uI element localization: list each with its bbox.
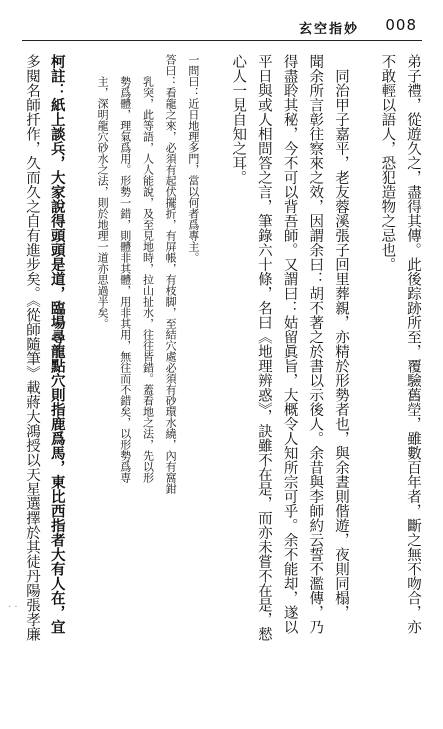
- column-gap: [208, 54, 222, 694]
- text-column: 柯註：紙上談兵，大家說得頭頭是道，臨場尋龍點穴則指鹿爲馬，東比西指者大有人在，宜: [48, 54, 66, 634]
- margin-dots: · ·: [8, 602, 18, 613]
- running-header: [0, 14, 443, 40]
- book-title: 玄空指妙: [298, 22, 359, 37]
- qa-note-column: 主，深明龍穴砂水之法，則於地理一道亦思過半矣。: [96, 54, 110, 329]
- text-column: 弟子禮，從遊久之，盡得其傳。此後踪跡所至，覆驗舊塋，雖數百年者，斷之無不吻合，亦: [405, 54, 421, 634]
- qa-note-column: 勢爲體，理氣爲用。形勢一錯，則體非其體，用非其用，無往而不錯矣，以形勢爲専: [118, 54, 132, 483]
- text-column: 同治甲子嘉平，老友蓉溪張子回里葬親，亦精於形勢者也，與余晝則偕遊，夜則同榻，: [332, 54, 349, 620]
- qa-note-column: 答曰：看龍之來，必須有起伏擺折，有屏帳，有枝脚，至結穴處必須有砂環水繞，內有窩鉗: [164, 54, 178, 494]
- column-gap: [357, 54, 371, 694]
- text-column: 心人一見自知之耳。: [230, 54, 247, 185]
- header-rule: [22, 40, 422, 41]
- vertical-text-body: [22, 54, 422, 694]
- text-column: 不敢輕以語人，恐犯造物之忌也。: [379, 54, 396, 272]
- text-column: 平日與或人相問答之言，筆錄六十條，名曰《地理辨惑》，訣雖不在是，而亦未嘗不在是，憖: [255, 54, 272, 642]
- qa-note-column: 一問曰：近日地理多門，當以何者爲專主。: [186, 54, 200, 263]
- column-gap: [73, 54, 87, 694]
- qa-note-column: 乳突，此等語，人人能說，及至見地時，拉山扯水，往往皆錯。蓋看地之法，先以形: [141, 54, 155, 483]
- text-column: 聞余所言彰往察來之效，因謂余曰：胡不著之於書以示後人。余昔與李師約云誓不濫傳，乃: [307, 54, 324, 634]
- text-column: 得盡聆其秘，今不可以背吾師。又謂曰：姑留眞旨，大概令人知所宗可乎。余不能却，遂以: [281, 54, 298, 634]
- page-number: 008: [385, 16, 417, 34]
- text-column: 多閱名師扦作，久而久之自有進步矣。《從師隨筆》載蔣大鴻授以天星選擇於其徒丹陽張孝廉: [24, 54, 40, 642]
